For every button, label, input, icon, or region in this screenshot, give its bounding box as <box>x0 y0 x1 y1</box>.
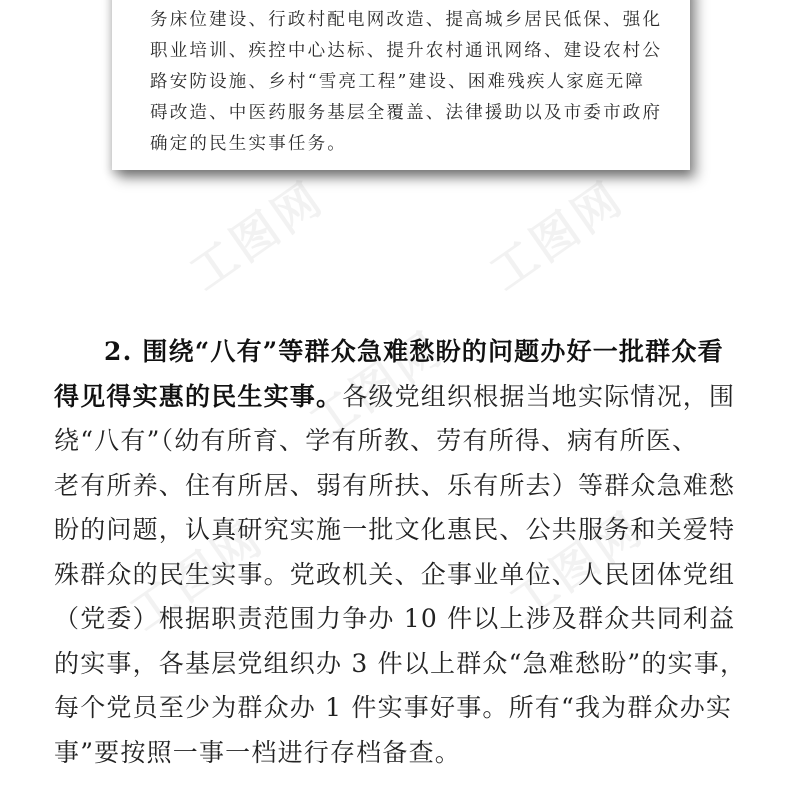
card-line: 职业培训、疾控中心达标、提升农村通讯网络、建设农村公 <box>150 41 663 61</box>
paragraph-line: 事”要按照一事一档进行存档备查。 <box>54 737 461 767</box>
paragraph-line: 殊群众的民生实事。党政机关、企事业单位、人民团体党组 <box>54 559 736 589</box>
paragraph-text: 各级党组织根据当地实际情况，围 <box>342 381 736 411</box>
paragraph-line: 的实事，各基层党组织办 3 件以上群众“急难愁盼”的实事， <box>54 648 747 678</box>
paragraph-line: 盼的问题，认真研究实施一批文化惠民、公共服务和关爱特 <box>54 515 736 544</box>
paragraph-line <box>54 375 754 420</box>
paragraph-heading: 得见得实惠的民生实事。 <box>54 381 343 411</box>
watermark: 工图网 <box>119 510 274 641</box>
watermark: 工图网 <box>479 170 634 301</box>
paragraph-line: （党委）根据职责范围力争办 10 件以上涉及群众共同利益 <box>54 604 736 633</box>
paragraph-line: 每个党员至少为群众办 1 件实事好事。所有“我为群众办实 <box>54 693 733 722</box>
paragraph-line <box>54 330 754 375</box>
paragraph-line: 绕“八有”（幼有所育、学有所教、劳有所得、病有所医、 <box>54 426 699 455</box>
card-line: 务床位建设、行政村配电网改造、提高城乡居民低保、强化 <box>150 10 663 30</box>
paragraph-line: 老有所养、住有所居、弱有所扶、乐有所去）等群众急难愁 <box>54 470 736 500</box>
card-line: 路安防设施、乡村“雪亮工程”建设、困难残疾人家庭无障 <box>150 72 646 92</box>
watermark: 工图网 <box>179 170 334 301</box>
watermark: 工图网 <box>499 500 654 631</box>
watermark: 工图网 <box>299 320 454 451</box>
card-line: 确定的民生实事任务。 <box>150 134 347 154</box>
card-line: 碍改造、中医药服务基层全覆盖、法律援助以及市委市政府 <box>150 103 663 123</box>
body-paragraph <box>54 330 754 775</box>
card-text <box>150 5 663 160</box>
paragraph-heading: 2. 围绕“八有”等群众急难愁盼的问题办好一批群众看 <box>104 337 724 366</box>
